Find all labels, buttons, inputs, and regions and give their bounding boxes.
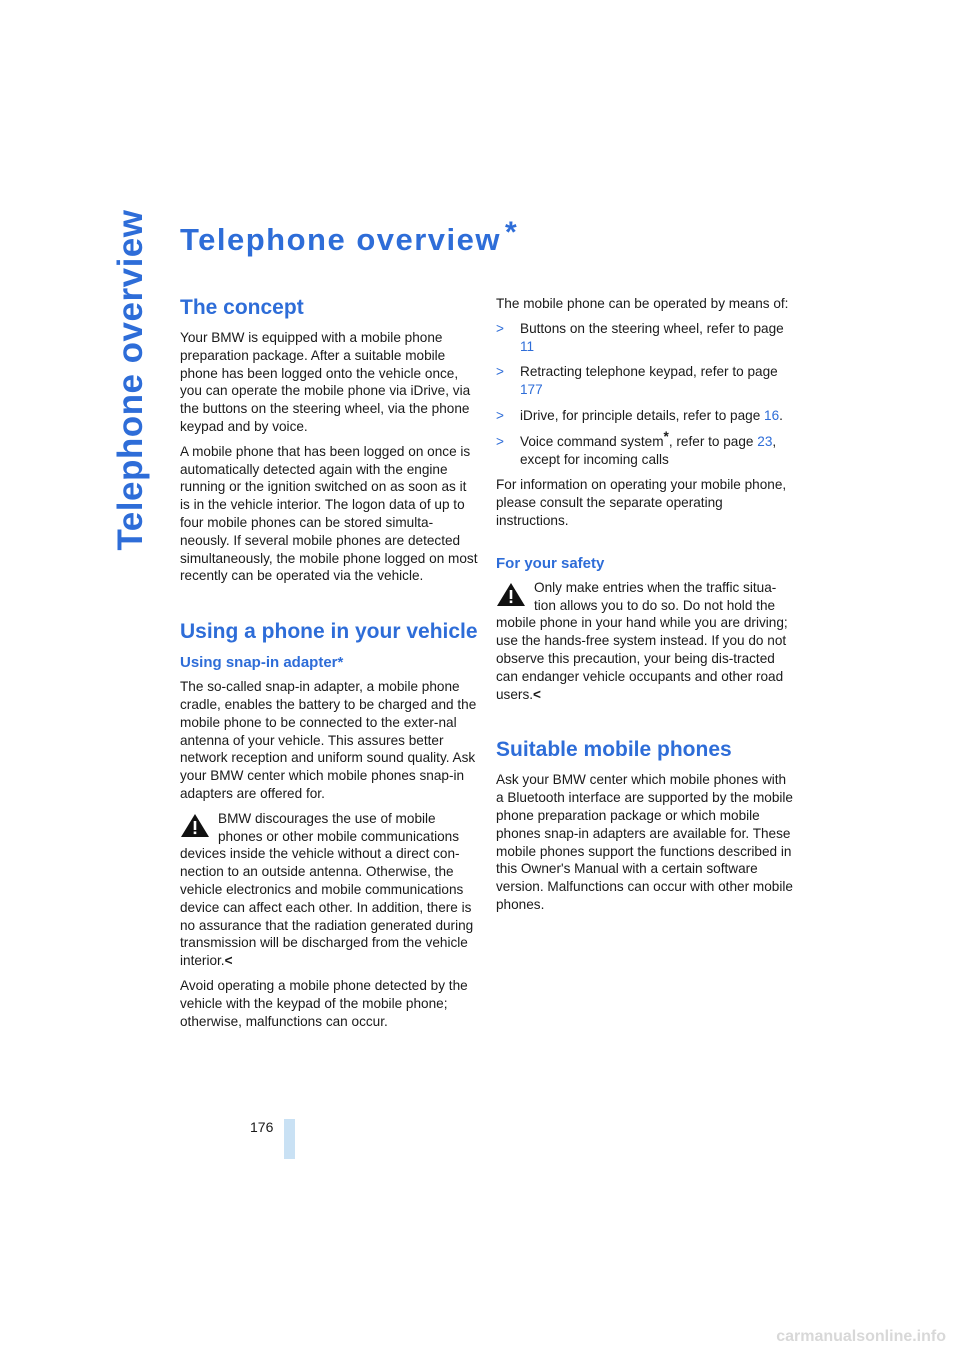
optional-equipment-star: *: [663, 428, 669, 444]
warning-triangle-icon: [496, 581, 526, 608]
snap-in-adapter-heading: Using snap-in adapter*: [180, 654, 344, 672]
operation-list: [496, 320, 794, 469]
concept-paragraph-1: Your BMW is equipped with a mobile phone preparation package. After a suitable mobile phone has been logged onto the vehicle once, you can operate the mobile phone via iDrive, via the buttons on the steering wheel, via the phone keypad and by voice.: [180, 330, 471, 434]
left-column: [180, 295, 478, 1037]
list-item: > Retracting telephone keypad, refer to page 177: [496, 364, 778, 398]
page-number: 176: [250, 1119, 274, 1135]
right-column: [496, 295, 794, 921]
page-title: Telephone overview *: [180, 216, 519, 257]
bullet-arrow: >: [496, 320, 504, 336]
suitable-phones-paragraph: Ask your BMW center which mobile phones with a Bluetooth interface are supported by the mobile phone preparation package or which mobile phones snap-in adapters are available for. These mobile phones support the functions described in this Owner's Manual with a certain software version. Malfunctions can occur with other mobile phones.: [496, 772, 793, 912]
bullet-arrow: >: [496, 433, 504, 449]
safety-warning: Only make entries when the traffic situa-tion allows you to do so. Do not hold the mobile phone in your hand while you are driving; use the hands-free system instead. If you do not observe this precaution, your being dis-tracted can endanger vehicle occupants and other road users.<: [496, 579, 788, 702]
bullet-arrow: >: [496, 364, 504, 380]
bullet-arrow: >: [496, 407, 504, 423]
using-phone-heading: Using a phone in your vehicle: [180, 620, 478, 644]
info-paragraph: For information on operating your mobile phone, please consult the separate operating instructions.: [496, 477, 787, 528]
page-margin-bar: [284, 1119, 295, 1159]
end-mark: <: [533, 686, 541, 702]
operation-intro: The mobile phone can be operated by means of:: [496, 296, 789, 311]
watermark: carmanualsonline.info: [776, 1328, 946, 1345]
concept-paragraph-2: A mobile phone that has been logged on once is automatically detected again with the engine running or the ignition switched on as soon as it is in the vehicle interior. The logon data of up to four mobile phones can be stored simulta-neously. If several mobile phones are detected simultaneously, the mobile phone logged on most recently can be operated via the vehicle.: [180, 443, 478, 584]
snap-in-paragraph-2: Avoid operating a mobile phone detected by the vehicle with the keypad of the mobile phone; otherwise, malfunctions can occur.: [180, 977, 468, 1029]
snap-in-warning: BMW discourages the use of mobile phones or other mobile communications devices inside the vehicle without a direct con-nection to an outside antenna. Otherwise, the vehicle electronics and mobile communications device can affect each other. In addition, there is no assurance that the radiation generated during transmission will be discharged from the vehicle interior.<: [180, 810, 474, 969]
snap-in-paragraph: The so-called snap-in adapter, a mobile phone cradle, enables the battery to be charged and the mobile phone to be connected to the exter-nal antenna of your vehicle. This assures better network reception and uniform sound quality. Ask your BMW center which mobile phones snap-in adapters are offered for.: [180, 679, 477, 801]
list-item: > iDrive, for principle details, refer to page 16.: [496, 407, 783, 423]
concept-heading: The concept: [180, 296, 304, 319]
warning-triangle-icon: [180, 812, 210, 839]
end-mark: <: [224, 953, 233, 969]
page-link-11[interactable]: 11: [520, 338, 535, 354]
page-link-23[interactable]: 23: [757, 433, 773, 449]
safety-heading: For your safety: [496, 554, 605, 572]
optional-equipment-star: *: [505, 216, 519, 249]
side-section-title: Telephone overview: [111, 209, 150, 551]
list-item: > Voice command system*, refer to page 23, except for incoming calls: [496, 428, 777, 467]
suitable-phones-heading: Suitable mobile phones: [496, 738, 732, 762]
list-item: > Buttons on the steering wheel, refer to page 11: [496, 320, 784, 354]
page-link-177[interactable]: 177: [520, 382, 543, 398]
page-link-16[interactable]: 16: [764, 407, 780, 423]
